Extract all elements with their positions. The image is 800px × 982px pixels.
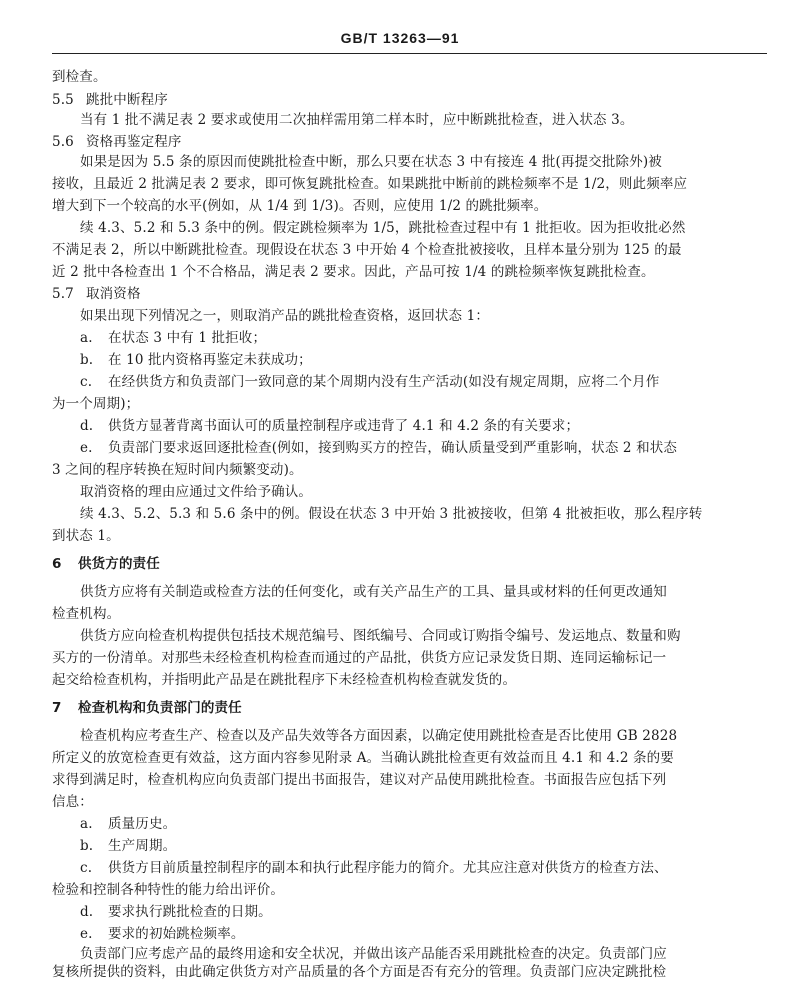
line-text: 质量历史。	[108, 816, 177, 832]
text-line	[80, 902, 795, 922]
line-text: 要求的初始跳检频率。	[108, 926, 245, 942]
text-line	[80, 482, 795, 502]
line-text: 续 4.3、5.2 和 5.3 条中的例。假定跳检频率为 1/5，跳批检查过程中有 1 批拒收。因为拒收批必然	[80, 220, 686, 236]
line-text: 负责部门要求返回逐批检查(例如，接到购买方的控告，确认质量受到严重影响，状态 2 和状态	[108, 440, 678, 456]
text-line	[52, 67, 767, 87]
line-text: 续 4.3、5.2、5.3 和 5.6 条中的例。假设在状态 3 中开始 3 批被接收，但第 4 批被拒收，那么程序转	[80, 506, 703, 522]
text-line	[80, 814, 795, 834]
list-item-marker: b.	[80, 838, 94, 854]
text-line	[80, 350, 795, 370]
line-text: 不满足表 2，所以中断跳批检查。现假设在状态 3 中开始 4 个检查批被接收，且样本量分别为 125 的最	[52, 242, 682, 258]
section-heading	[52, 284, 767, 304]
section-number: 6	[52, 556, 62, 572]
line-text: 为一个周期)；	[52, 396, 140, 412]
text-line	[80, 218, 795, 238]
line-text: 复核所提供的资料，由此确定供货方对产品质量的各个方面是否有充分的管理。负责部门应决定跳批检	[52, 964, 667, 980]
list-item-marker: e.	[80, 440, 93, 456]
text-line	[80, 110, 795, 130]
text-line	[52, 394, 767, 414]
line-text: 要求执行跳批检查的日期。	[108, 904, 272, 920]
text-line	[80, 626, 795, 646]
text-line	[52, 174, 767, 194]
text-line	[52, 196, 767, 216]
header-rule	[52, 53, 767, 54]
line-text: 检查机构应考查生产、检查以及产品失效等各方面因素，以确定使用跳批检查是否比使用 GB 2828	[80, 728, 678, 744]
line-text: 在 10 批内资格再鉴定未获成功；	[108, 352, 312, 368]
text-line	[52, 962, 767, 982]
text-line	[52, 604, 767, 624]
line-text: 增大到下一个较高的水平(例如，从 1/4 到 1/3)。否则，应使用 1/2 的跳批频率。	[52, 198, 548, 214]
line-text: 当有 1 批不满足表 2 要求或使用二次抽样需用第二样本时，应中断跳批检查，进入状态 3。	[80, 112, 634, 128]
page-header-doc-code: GB/T 13263—91	[340, 30, 460, 46]
list-item-marker: c.	[80, 374, 93, 390]
line-text: 生产周期。	[108, 838, 177, 854]
text-line	[80, 726, 795, 746]
section-heading	[52, 132, 767, 152]
heading-text: 取消资格	[86, 286, 141, 302]
list-item-marker: c.	[80, 860, 93, 876]
line-text: 买方的一份清单。对那些未经检查机构检查而通过的产品批，供货方应记录发货日期、连同运输标记一	[52, 650, 667, 666]
text-line	[52, 460, 767, 480]
line-text: 如果是因为 5.5 条的原因而使跳批检查中断，那么只要在状态 3 中有接连 4 批(再提交批除外)被	[80, 154, 662, 170]
text-line	[52, 748, 767, 768]
list-item-marker: e.	[80, 926, 93, 942]
heading-text: 检查机构和负责部门的责任	[78, 700, 242, 716]
list-item-marker: a.	[80, 816, 93, 832]
line-text: 起交给检查机构，并指明此产品是在跳批程序下未经检查机构检查就发货的。	[52, 672, 517, 688]
text-line	[80, 858, 795, 878]
line-text: 取消资格的理由应通过文件给予确认。	[80, 484, 313, 500]
text-line	[80, 944, 795, 964]
text-line	[80, 582, 795, 602]
text-line	[52, 648, 767, 668]
section-heading	[52, 90, 767, 110]
list-item-marker: a.	[80, 330, 93, 346]
text-line	[80, 438, 795, 458]
line-text: 如果出现下列情况之一，则取消产品的跳批检查资格，返回状态 1：	[80, 308, 490, 324]
section-number: 7	[52, 700, 62, 716]
text-line	[52, 770, 767, 790]
line-text: 在经供货方和负责部门一致同意的某个周期内没有生产活动(如没有规定周期，应将二个月作	[108, 374, 660, 390]
section-heading	[52, 554, 767, 574]
section-heading	[52, 698, 767, 718]
clause-number: 5.6	[52, 134, 74, 150]
line-text: 供货方应向检查机构提供包括技术规范编号、图纸编号、合同或订购指令编号、发运地点、数量和购	[80, 628, 681, 644]
text-line	[80, 372, 795, 392]
heading-text: 供货方的责任	[78, 556, 160, 572]
line-text: 求得到满足时，检查机构应向负责部门提出书面报告，建议对产品使用跳批检查。书面报告应包括下列	[52, 772, 667, 788]
clause-number: 5.7	[52, 286, 74, 302]
list-item-marker: d.	[80, 904, 94, 920]
heading-text: 跳批中断程序	[86, 92, 168, 108]
text-line	[52, 262, 767, 282]
line-text: 所定义的放宽检查更有效益，这方面内容参见附录 A。当确认跳批检查更有效益而且 4.1 和 4.2 条的要	[52, 750, 674, 766]
text-line	[80, 328, 795, 348]
line-text: 信息：	[52, 794, 93, 810]
text-line	[80, 836, 795, 856]
text-line	[80, 416, 795, 436]
text-line	[52, 526, 767, 546]
line-text: 接收，且最近 2 批满足表 2 要求，即可恢复跳批检查。如果跳批中断前的跳检频率不是 1/2，则此频率应	[52, 176, 688, 192]
line-text: 近 2 批中各检查出 1 个不合格品，满足表 2 要求。因此，产品可按 1/4 的跳检频率恢复跳批检查。	[52, 264, 655, 280]
text-line	[52, 670, 767, 690]
line-text: 供货方应将有关制造或检查方法的任何变化，或有关产品生产的工具、量具或材料的任何更改通知	[80, 584, 667, 600]
line-text: 负责部门应考虑产品的最终用途和安全状况，并做出该产品能否采用跳批检查的决定。负责部门应	[80, 946, 667, 962]
text-line	[80, 924, 795, 944]
text-line	[52, 792, 767, 812]
line-text: 在状态 3 中有 1 批拒收；	[108, 330, 267, 346]
clause-number: 5.5	[52, 92, 74, 108]
text-line	[80, 152, 795, 172]
list-item-marker: d.	[80, 418, 94, 434]
line-text: 检查机构。	[52, 606, 121, 622]
heading-text: 资格再鉴定程序	[86, 134, 182, 150]
line-text: 到状态 1。	[52, 528, 120, 544]
text-line	[80, 306, 795, 326]
line-text: 检验和控制各种特性的能力给出评价。	[52, 882, 285, 898]
line-text: 供货方显著背离书面认可的质量控制程序或违背了 4.1 和 4.2 条的有关要求；	[108, 418, 580, 434]
text-line	[80, 504, 795, 524]
line-text: 3 之间的程序转换在短时间内频繁变动)。	[52, 462, 303, 478]
text-line	[52, 240, 767, 260]
line-text: 供货方目前质量控制程序的副本和执行此程序能力的简介。尤其应注意对供货方的检查方法、	[108, 860, 668, 876]
list-item-marker: b.	[80, 352, 94, 368]
text-line	[52, 880, 767, 900]
line-text: 到检查。	[52, 69, 107, 85]
